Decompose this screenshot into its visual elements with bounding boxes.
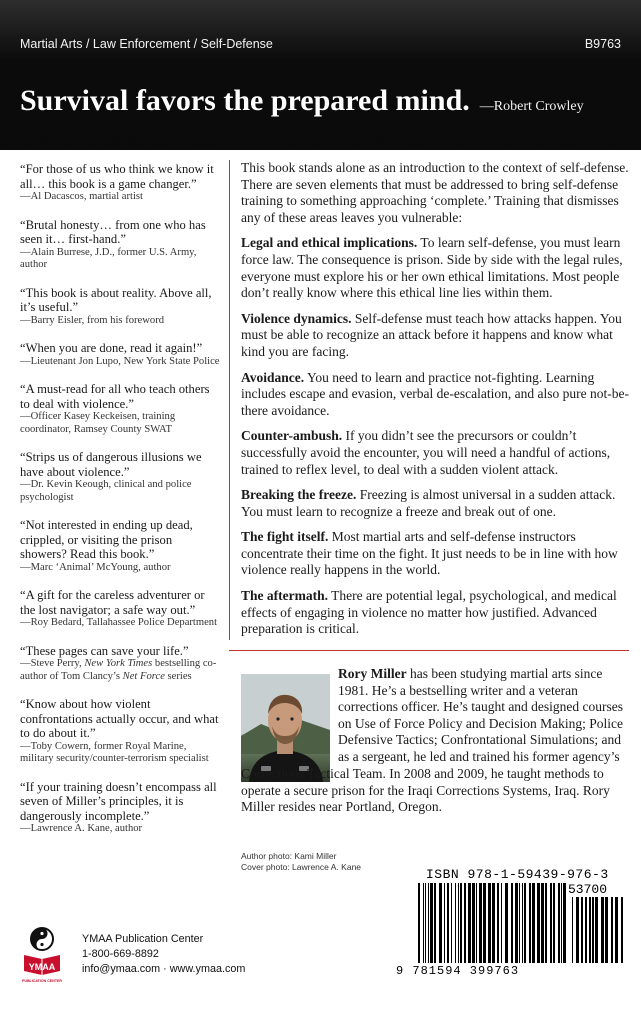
ean-digits: 9 781594 399763	[396, 964, 520, 978]
praise-quote: “These pages can save your life.”	[20, 643, 189, 658]
praise-quote: “A must-read for all who teach others to deal with violence.”	[20, 382, 210, 411]
praise-item	[20, 644, 220, 684]
praise-attribution: —Officer Kasey Keckeisen, training coordinator, Ramsey County SWAT	[20, 411, 176, 435]
publisher-name: YMAA Publication Center	[82, 933, 204, 945]
publisher-info	[82, 932, 245, 977]
element-paragraph	[241, 588, 629, 638]
publisher-contact: info@ymaa.com · www.ymaa.com	[82, 963, 246, 975]
price-barcode-bars	[572, 897, 628, 965]
element-text: Most martial arts and self-defense instructors concentrate their time on the fight. It just needs to be in line with how violence really happens in the world.	[241, 529, 618, 578]
element-title: Avoidance.	[241, 369, 305, 385]
header-topbar	[0, 0, 641, 60]
praise-quote: “When you are done, read it again!”	[20, 341, 203, 355]
praise-item	[20, 518, 220, 574]
element-title: Violence dynamics.	[241, 310, 352, 326]
author-bio-text: has been studying martial arts since 1981. He’s a bestselling writer and a veteran corrections officer. He’s taught and designed courses on Use of Force Policy and Decision Making; Police Defensive Tactics; Confrontational Simulations; and as a sergeant, he led and trained his former agency’s	[338, 666, 624, 764]
praise-item	[20, 697, 220, 766]
praise-quote: “Brutal honesty… from one who has seen it… first-hand.”	[20, 217, 206, 246]
grunge-edge	[0, 118, 641, 150]
element-title: Breaking the freeze.	[241, 487, 357, 503]
ean-barcode-bars	[418, 883, 568, 965]
cover-header	[0, 0, 641, 150]
element-title: Counter-ambush.	[241, 428, 343, 444]
praise-attribution: —Al Dacascos, martial artist	[20, 191, 143, 202]
praise-item	[20, 382, 220, 436]
praise-attribution: —Marc ‘Animal’ McYoung, author	[20, 561, 171, 573]
series-categories: Martial Arts / Law Enforcement / Self-Defense	[20, 37, 273, 51]
element-paragraph	[241, 428, 629, 478]
cover-photo-credit: Cover photo: Lawrence A. Kane	[241, 862, 362, 872]
element-text: If you didn’t see the precursors or couldn’t successfully avoid the encounter, you will need a handful of actions, trained to reflex level, to deal with a sudden violent attack.	[241, 428, 611, 477]
tagline-quote: Survival favors the prepared mind.	[20, 84, 470, 117]
element-paragraph	[241, 311, 629, 361]
book-code: B9763	[584, 37, 621, 51]
photo-credits	[241, 851, 361, 873]
praise-item	[20, 450, 220, 504]
praise-item	[20, 780, 220, 836]
element-text: Self-defense must teach how attacks happen. You must be able to recognize an attack before it happens and know what kind you are facing.	[241, 310, 622, 359]
praise-attribution: —Alain Burrese, J.D., former U.S. Army, author	[20, 246, 197, 270]
logo-subtext: PUBLICATION CENTER	[21, 979, 63, 983]
element-paragraph	[241, 487, 629, 520]
element-title: Legal and ethical implications.	[241, 235, 418, 251]
praise-attribution	[20, 658, 220, 683]
element-text: There are potential legal, psychological, and medical effects of engaging in violence no matter how justified. Advanced preparation is critical.	[241, 588, 617, 637]
praise-quote: “A gift for the careless adventurer or the lost navigator; a safe way out.”	[20, 588, 205, 617]
publisher-phone: 1-800-669-8892	[82, 948, 159, 960]
praise-item	[20, 588, 220, 630]
author-name: Rory Miller	[338, 666, 407, 681]
praise-attribution: —Toby Cowern, former Royal Marine, military security/counter-terrorism specialist	[20, 740, 209, 764]
intro-paragraph: This book stands alone as an introduction to the context of self-defense. There are seven elements that must be addressed to bring self-defense training to something approaching ‘complete.’ Training that dismisses any of these areas leaves you vulnerable:	[241, 160, 629, 225]
praise-item	[20, 286, 220, 328]
author-bio-continued: Corrections Tactical Team. In 2008 and 2009, he taught methods to operate a secure prison for the Iraqi Corrections Systems, Iraq. Rory Miller resides near Portland, Oregon.	[241, 766, 610, 815]
element-paragraph	[241, 529, 629, 579]
tagline-author: —Robert Crowley	[479, 99, 584, 114]
element-text: To learn self-defense, you must learn force law. The consequence is prison. Side by side with the legal rules, everyone must explore his or her own ethical limitations. Most people don’t really know where this ethical line lies within them.	[241, 235, 623, 301]
element-title: The aftermath.	[241, 588, 328, 604]
price-code: 53700	[568, 882, 608, 897]
ymaa-logo	[20, 925, 64, 985]
section-divider	[229, 650, 629, 651]
praise-attribution: —Barry Eisler, from his foreword	[20, 314, 165, 326]
author-photo-credit: Author photo: Kami Miller	[241, 851, 337, 861]
description-column	[241, 160, 629, 647]
praise-quote: “This book is about reality. Above all, it’s useful.”	[20, 285, 212, 314]
praise-item	[20, 341, 220, 368]
praise-attribution: —Dr. Kevin Keough, clinical and police psychologist	[20, 479, 192, 503]
isbn-label: ISBN 978-1-59439-976-3	[426, 867, 609, 882]
author-bio-intro	[338, 666, 630, 766]
praise-quote: “Know about how violent confrontations actually occur, and what to do about it.”	[20, 697, 219, 740]
praise-column	[20, 162, 220, 850]
praise-item	[20, 162, 220, 204]
praise-attribution: —Roy Bedard, Tallahassee Police Department	[20, 617, 218, 628]
attribution-publication: New York Times	[84, 658, 153, 669]
praise-item	[20, 218, 220, 272]
element-title: The fight itself.	[241, 529, 329, 545]
attribution-series-title: Net Force	[122, 670, 165, 682]
praise-attribution: —Lawrence A. Kane, author	[20, 823, 143, 834]
praise-attribution: —Lieutenant Jon Lupo, New York State Police	[20, 355, 220, 367]
praise-quote: “Not interested in ending up dead, crippled, or visiting the prison showers? Read this book.”	[20, 518, 193, 561]
attribution-part: —Steve Perry,	[20, 658, 85, 669]
column-divider	[229, 160, 230, 640]
element-text: Freezing is almost universal in a sudden attack. You must learn to recognize a freeze and break out of one.	[241, 487, 616, 519]
element-text: You need to learn and practice not-fighting. Learning includes escape and evasion, verbal de-escalation, and also pure not-be-there avoidance.	[241, 369, 629, 418]
praise-quote: “For those of us who think we know it all… this book is a game changer.”	[20, 162, 214, 191]
element-paragraph	[241, 370, 629, 420]
tagline	[20, 84, 584, 118]
praise-quote: “Strips us of dangerous illusions we have about violence.”	[20, 450, 202, 479]
attribution-part: bestselling co-author of Tom Clancy’s	[20, 658, 217, 682]
logo-wordmark: YMAA	[28, 962, 56, 972]
element-paragraph	[241, 235, 629, 301]
attribution-part: series	[164, 670, 192, 682]
praise-quote: “If your training doesn’t encompass all seven of Miller’s principles, it is dangerously incomplete.”	[20, 779, 217, 823]
